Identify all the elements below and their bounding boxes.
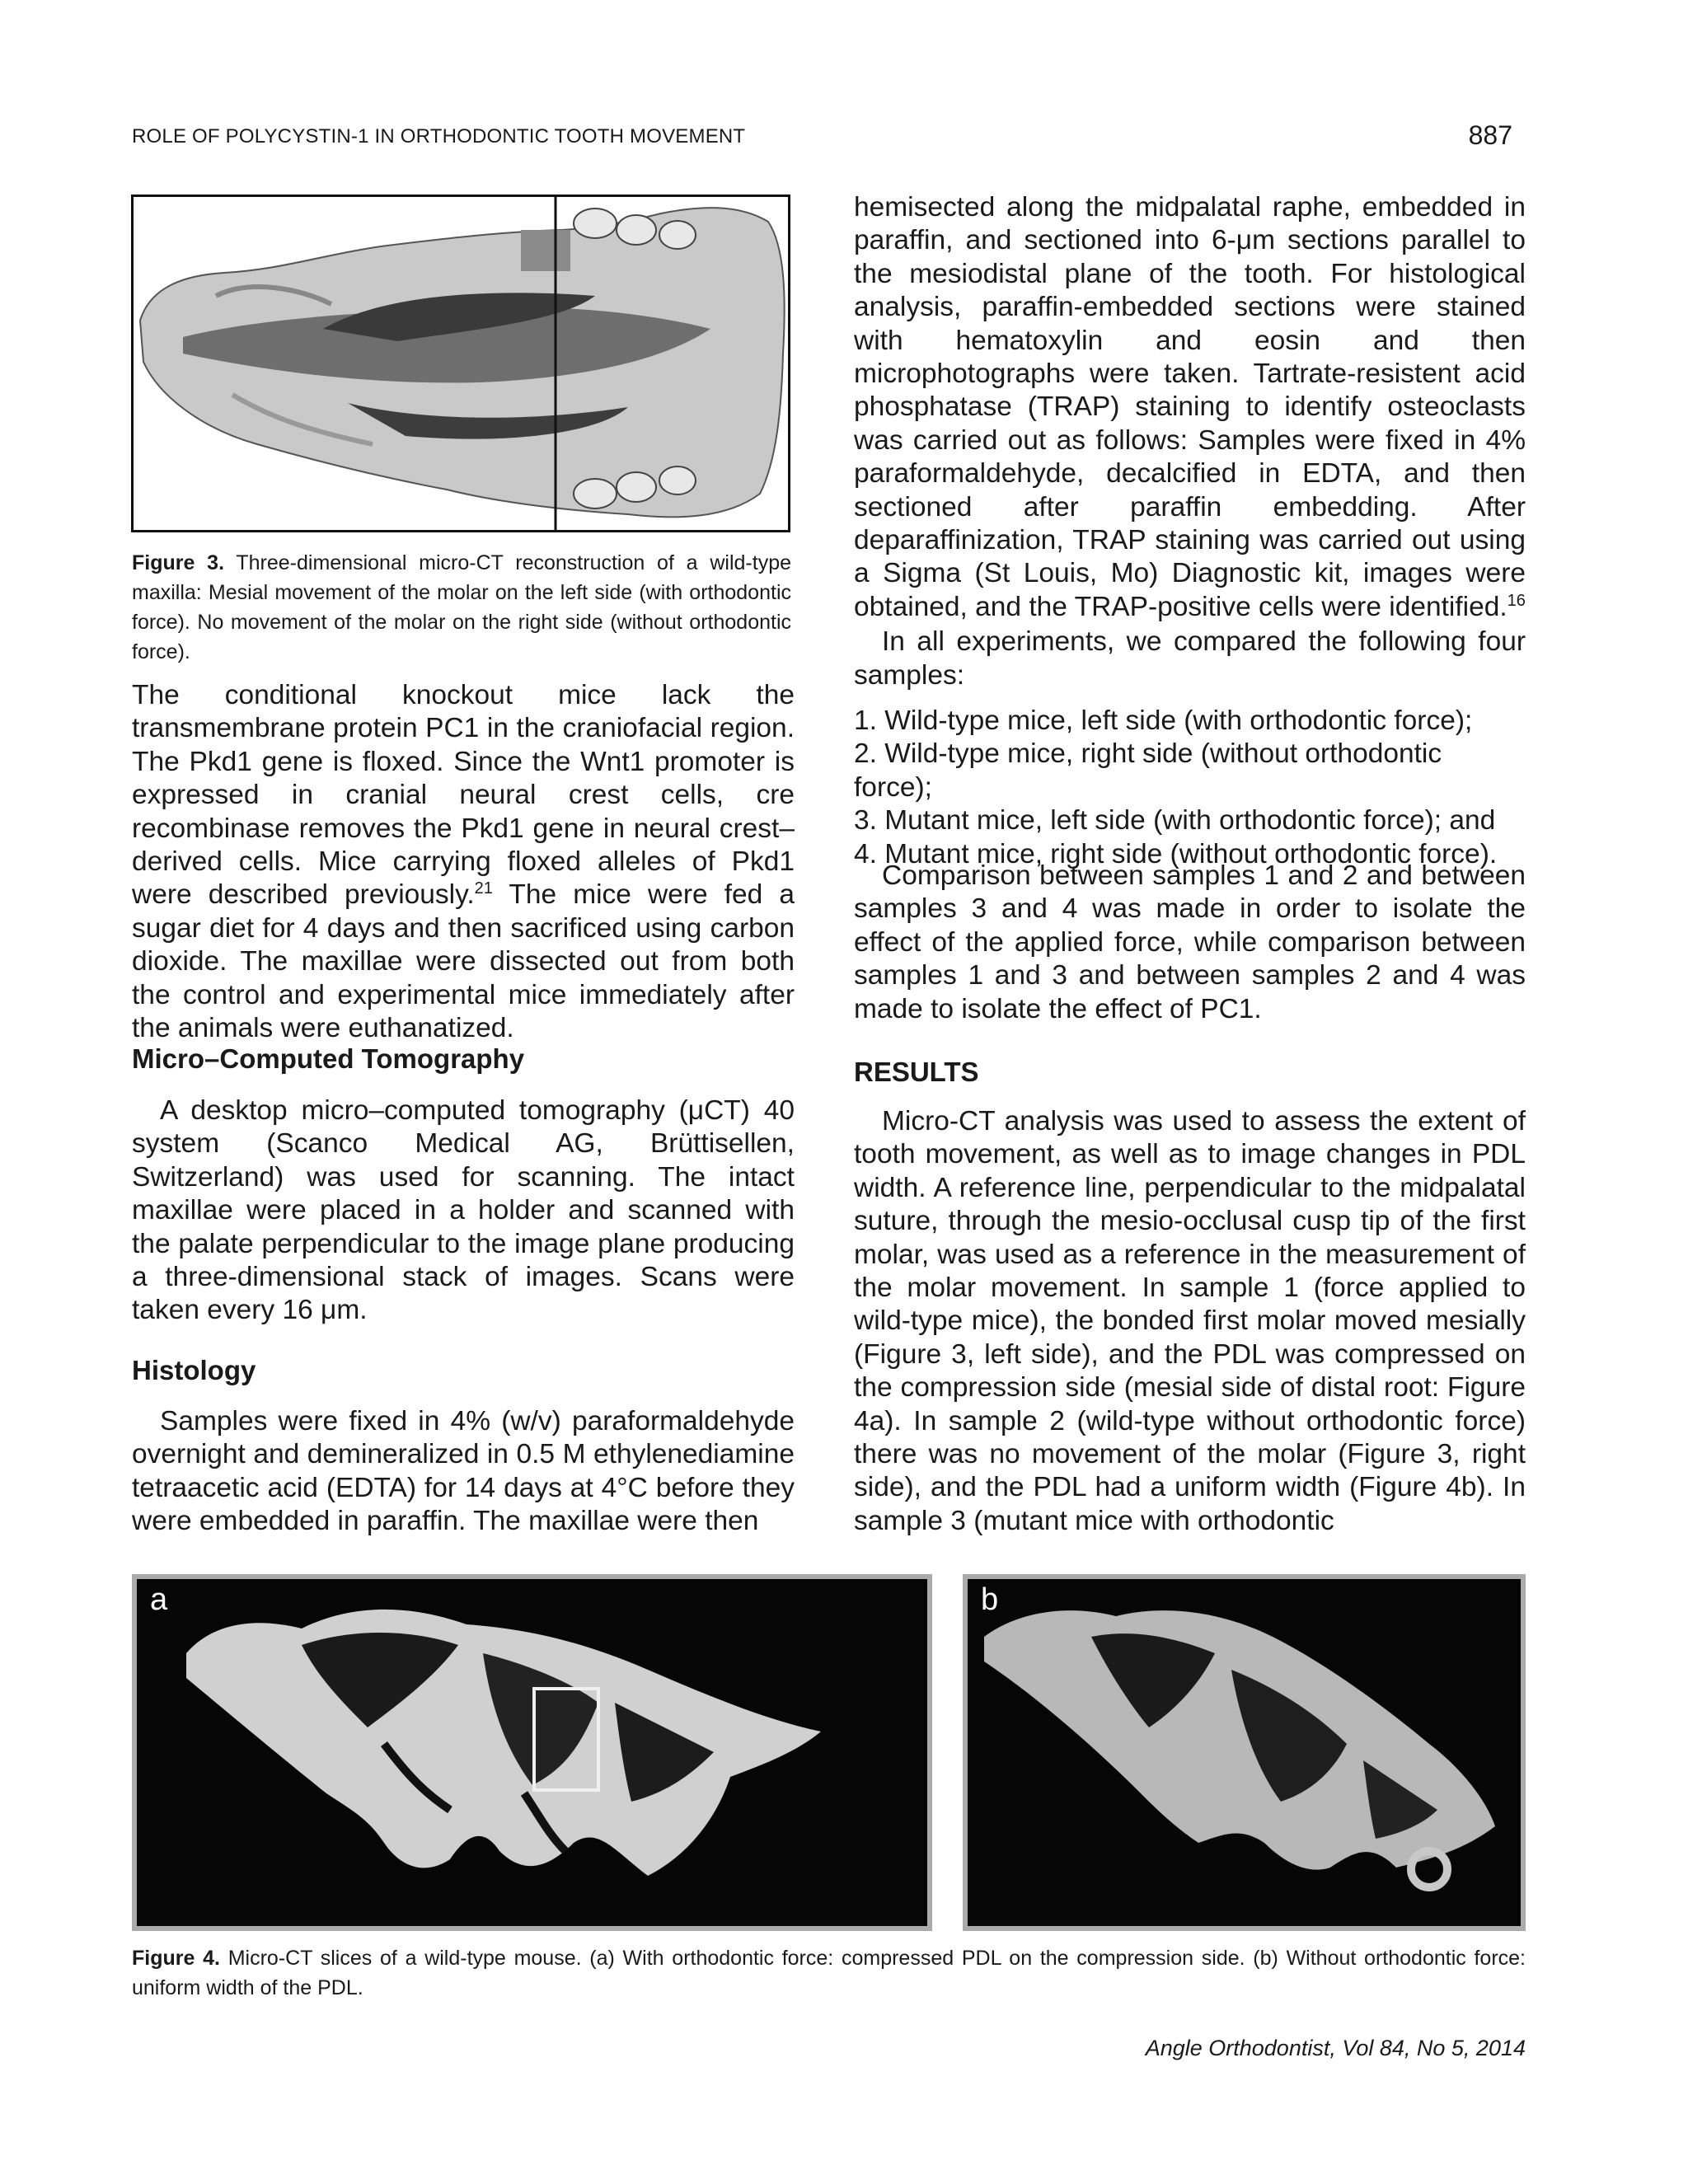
right-column-continued	[854, 191, 1526, 692]
figure-4a-image	[132, 1574, 932, 1931]
panel-a-label: a	[150, 1582, 168, 1617]
figure-4-caption	[132, 1943, 1526, 2003]
page-number: 887	[1468, 120, 1512, 150]
list-item: 1. Wild-type mice, left side (with orthodontic force);	[854, 705, 1473, 736]
figure-3-caption-text: Three-dimensional micro-CT reconstruction of a wild-type maxilla: Mesial movement of the molar on the left side (with orthodontic force). No movement of the molar on the right side (without orthodontic force).	[132, 551, 792, 663]
figure-4b-image	[963, 1574, 1526, 1931]
results-paragraph: Micro-CT analysis was used to assess the extent of tooth movement, as well as to image changes in PDL width. A reference line, perpendicular to the midpalatal suture, through the mesio-occlusal cusp tip of the first molar, was used as a reference in the measurement of the molar movement. In sample 1 (force applied to wild-type mice), the bonded first molar moved mesially (Figure 3, left side), and the PDL was compressed on the compression side (mesial side of distal root: Figure 4a). In sample 2 (wild-type without orthodontic force) there was no movement of the molar (Figure 3, right side), and the PDL had a uniform width (Figure 4b). In sample 3 (mutant mice with orthodontic	[854, 1106, 1526, 1536]
microct-paragraph-block	[132, 1094, 795, 1328]
list-item: 3. Mutant mice, left side (with orthodontic force); and	[854, 805, 1496, 837]
sample-list-block	[854, 705, 1526, 871]
reference-21: 21	[474, 879, 493, 898]
figure-4-caption-text: Micro-CT slices of a wild-type mouse. (a) With orthodontic force: compressed PDL on the compression side. (b) Without orthodontic force: uniform width of the PDL.	[132, 1947, 1526, 1999]
list-item: 2. Wild-type mice, right side (without orthodontic force);	[854, 738, 1442, 803]
panel-b-label: b	[981, 1582, 999, 1617]
left-column	[132, 679, 795, 1045]
running-title: ROLE OF POLYCYSTIN-1 IN ORTHODONTIC TOOTH MOVEMENT	[132, 125, 746, 148]
heading-histology: Histology	[132, 1355, 256, 1385]
intro-paragraph: The conditional knockout mice lack the transmembrane protein PC1 in the craniofacial region. The Pkd1 gene is floxed. Since the Wnt1 promoter is expressed in cranial neural crest cells, cre recombinase removes the Pkd1 gene in neural crest–derived cells. Mice carrying floxed alleles of Pkd1 were described previously.$^{21}$ The mice were fed a sugar diet for 4 days and then sacrificed using carbon dioxide. The maxillae were dissected out from both the control and experimental mice immediately after the animals were euthanatized.	[132, 680, 795, 1044]
reference-16: 16	[1507, 591, 1526, 610]
results-block	[854, 1105, 1526, 1538]
heading-results: RESULTS	[854, 1057, 979, 1087]
histology-paragraph: Samples were fixed in 4% (w/v) paraformaldehyde overnight and demineralized in 0.5 M ethylenediamine tetraacetic acid (EDTA) for 14 days at 4°C before they were embedded in paraffin. The maxillae were then	[132, 1406, 795, 1537]
microct-paragraph: A desktop micro–computed tomography (μCT) 40 system (Scanco Medical AG, Brüttisellen, Switzerland) was used for scanning. The intact maxillae were placed in a holder and scanned with the palate perpendicular to the image plane producing a three-dimensional stack of images. Scans were taken every 16 μm.	[132, 1095, 795, 1326]
figure-3-image	[131, 194, 790, 532]
heading-microct: Micro–Computed Tomography	[132, 1043, 525, 1074]
journal-footer: Angle Orthodontist, Vol 84, No 5, 2014	[1145, 2036, 1526, 2060]
list-item: 4. Mutant mice, right side (without orthodontic force).	[854, 838, 1498, 869]
figure-4-caption-label: Figure 4.	[132, 1947, 220, 1970]
samples-intro: In all experiments, we compared the following four samples:	[854, 626, 1526, 691]
comparison-block	[854, 860, 1526, 1026]
figure-3-caption	[132, 548, 791, 667]
histology-paragraph-block	[132, 1405, 795, 1539]
comparison-paragraph: Comparison between samples 1 and 2 and between samples 3 and 4 was made in order to isolate the effect of the applied force, while comparison between samples 1 and 3 and between samples 2 and 4 was made to isolate the effect of PC1.	[854, 860, 1526, 1024]
sample-list	[854, 705, 1526, 871]
figure-3-caption-label: Figure 3.	[132, 551, 225, 574]
continued-paragraph: hemisected along the midpalatal raphe, embedded in paraffin, and sectioned into 6-μm sections parallel to the mesiodistal plane of the tooth. For histological analysis, paraffin-embedded sections were stained with hematoxylin and eosin and then microphotographs were taken. Tartrate-resistent acid phosphatase (TRAP) staining to identify osteoclasts was carried out as follows: Samples were fixed in 4% paraformaldehyde, decalcified in EDTA, and then sectioned after paraffin embedding. After deparaffinization, TRAP staining was carried out using a Sigma (St Louis, Mo) Diagnostic kit, images were obtained, and the TRAP-positive cells were identified.$^{16}$	[854, 192, 1526, 622]
